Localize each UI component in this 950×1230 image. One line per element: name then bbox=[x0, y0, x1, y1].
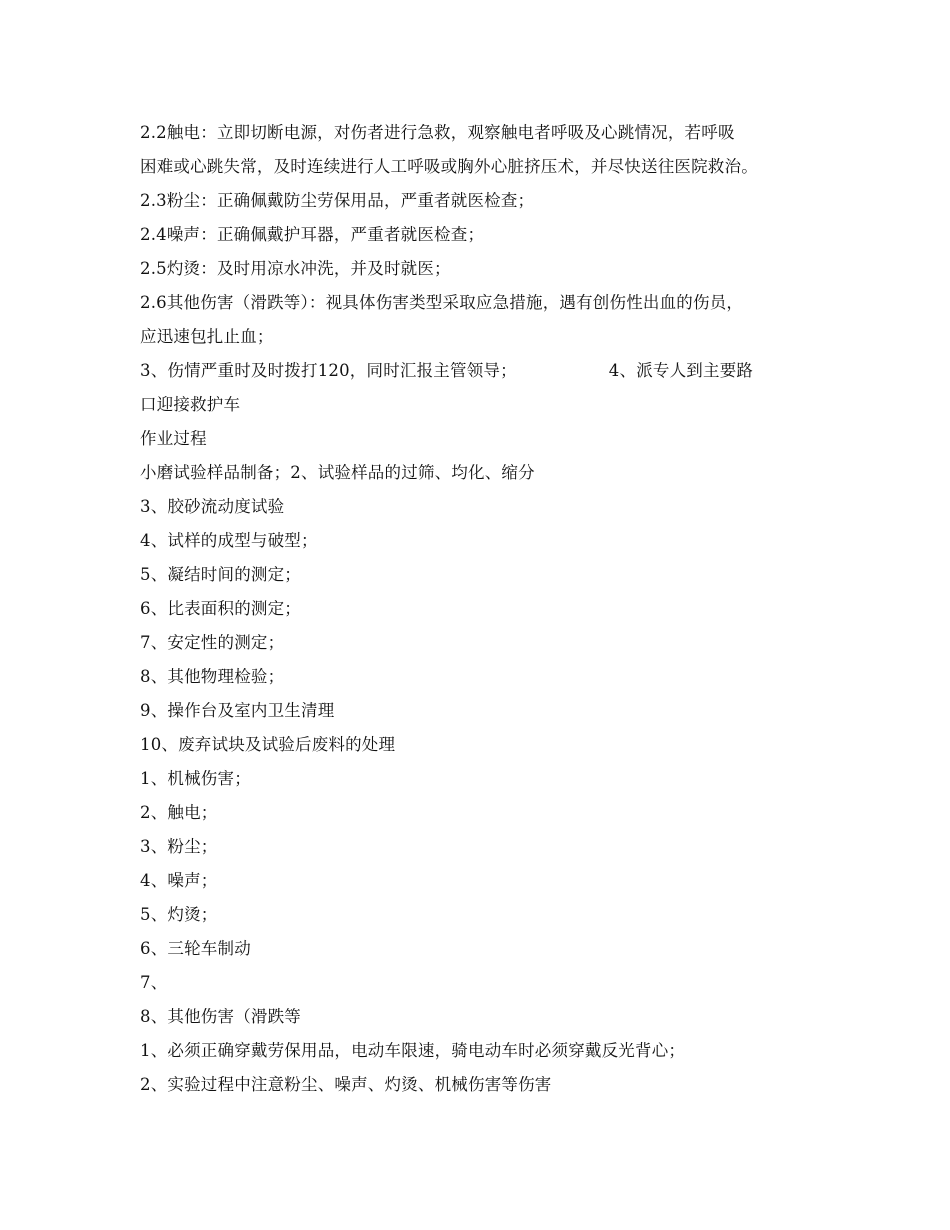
text-line: 2.2触电：立即切断电源，对伤者进行急救，观察触电者呼吸及心跳情况，若呼吸 bbox=[140, 123, 735, 142]
text-line: 10、废弃试块及试验后废料的处理 bbox=[140, 735, 396, 754]
text-line: 7、 bbox=[140, 973, 168, 992]
text-line: 1、必须正确穿戴劳保用品，电动车限速，骑电动车时必须穿戴反光背心； bbox=[140, 1041, 686, 1060]
text-line: 7、安定性的测定； bbox=[140, 633, 285, 652]
text-line: 口迎接救护车 bbox=[140, 395, 241, 414]
text-line: 困难或心跳失常，及时连续进行人工呼吸或胸外心脏挤压术，并尽快送往医院救治。 bbox=[140, 157, 758, 176]
text-line: 2.5灼烫：及时用凉水冲洗，并及时就医； bbox=[140, 259, 451, 278]
text-segment: 3、伤情严重时及时拨打120，同时汇报主管领导； bbox=[140, 361, 517, 380]
text-line: 小磨试验样品制备；2、试验样品的过筛、均化、缩分 bbox=[140, 463, 535, 482]
text-line-split bbox=[140, 354, 840, 388]
text-line: 3、胶砂流动度试验 bbox=[140, 497, 285, 516]
text-line: 2.3粉尘：正确佩戴防尘劳保用品，严重者就医检查； bbox=[140, 191, 535, 210]
text-line: 2.4噪声：正确佩戴护耳器，严重者就医检查； bbox=[140, 225, 485, 244]
text-segment: 4、派专人到主要路 bbox=[608, 361, 754, 380]
text-line: 8、其他伤害（滑跌等 bbox=[140, 1007, 301, 1026]
text-line: 应迅速包扎止血； bbox=[140, 327, 274, 346]
text-line: 2、实验过程中注意粉尘、噪声、灼烫、机械伤害等伤害 bbox=[140, 1075, 552, 1094]
text-line: 5、凝结时间的测定； bbox=[140, 565, 301, 584]
text-line: 5、灼烫； bbox=[140, 905, 218, 924]
text-line: 2.6其他伤害（滑跌等）：视具体伤害类型采取应急措施，遇有创伤性出血的伤员， bbox=[140, 293, 744, 312]
text-line: 8、其他物理检验； bbox=[140, 667, 285, 686]
text-line: 9、操作台及室内卫生清理 bbox=[140, 701, 335, 720]
text-line: 1、机械伤害； bbox=[140, 769, 251, 788]
text-line: 4、噪声； bbox=[140, 871, 218, 890]
section-heading: 作业过程 bbox=[140, 429, 207, 448]
text-line: 6、比表面积的测定； bbox=[140, 599, 301, 618]
text-line: 2、触电； bbox=[140, 803, 218, 822]
text-line: 3、粉尘； bbox=[140, 837, 218, 856]
text-line: 6、三轮车制动 bbox=[140, 939, 251, 958]
document-body bbox=[140, 116, 840, 1102]
text-line: 4、试样的成型与破型； bbox=[140, 531, 318, 550]
